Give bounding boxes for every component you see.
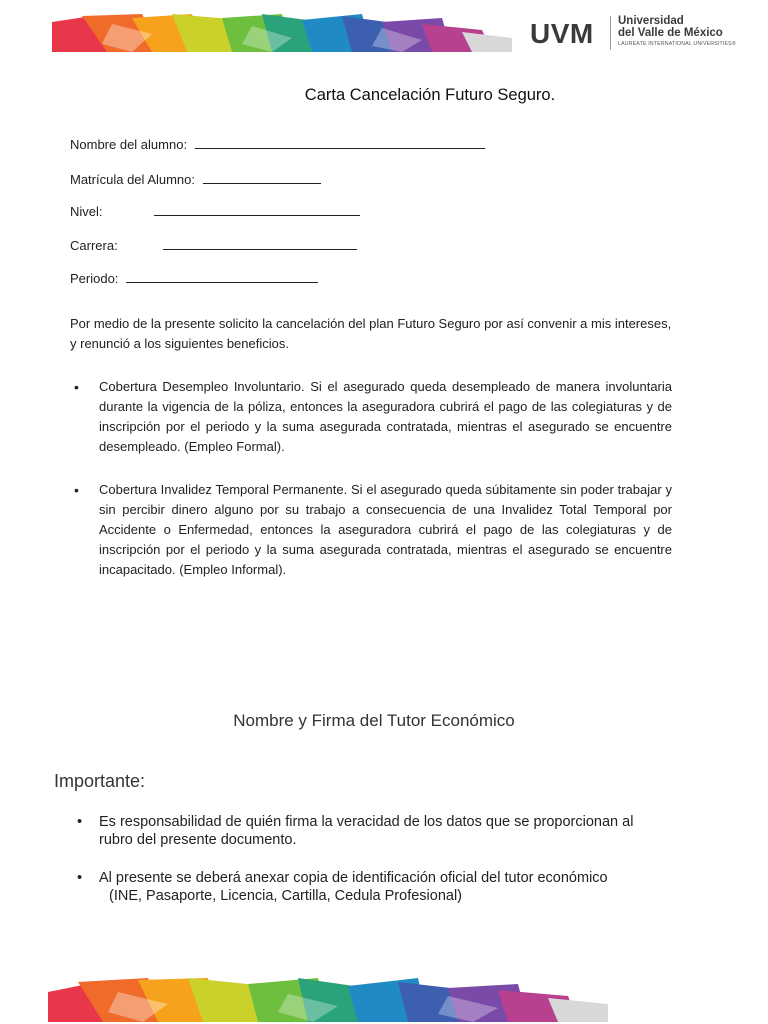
header-decorative-banner [52, 14, 512, 54]
student-name-line[interactable] [195, 136, 485, 149]
logo-mark: UVM [530, 18, 594, 49]
important-item-text: Es responsabilidad de quién firma la veracidad de los datos que se proporcionan al rubro del presente documento. [99, 814, 634, 848]
important-item [75, 813, 635, 849]
field-label: Matrícula del Alumno: [70, 172, 196, 187]
logo-university-line2: del Valle de México [618, 27, 723, 39]
important-item-text: Al presente se deberá anexar copia de identificación oficial del tutor económico [99, 870, 608, 886]
signature-label: Nombre y Firma del Tutor Económico [233, 711, 515, 730]
benefit-item: • Cobertura Invalidez Temporal Permanente. Si el asegurado queda súbitamente sin poder trabajar y sin percibir dinero alguno por su trabajo a consecuencia de una Invalidez Total Temporal por Accidente o Enfermedad, entonces la aseguradora cubrirá el pago de las colegiaturas y de inscripción por el periodo y la suma asegurada contratada, mientras el asegurado se encuentre incapacitado. (Empleo Informal). [70, 480, 672, 580]
field-label: Nombre del alumno: [70, 137, 188, 152]
uvm-logo [530, 12, 736, 52]
field-label: Periodo: [70, 271, 119, 286]
important-item [75, 869, 635, 905]
field-label: Nivel: [70, 204, 103, 219]
logo-tagline: LAUREATE INTERNATIONAL UNIVERSITIES® [618, 41, 736, 47]
important-list [75, 813, 635, 905]
benefits-list [70, 377, 672, 580]
field-career [70, 237, 357, 253]
important-heading: Importante: [54, 771, 146, 791]
period-line[interactable] [126, 270, 318, 283]
career-line[interactable] [163, 237, 357, 250]
logo-divider [610, 16, 611, 50]
field-student-name [70, 136, 485, 152]
logo-university-line1: Universidad [618, 15, 684, 27]
field-level [70, 203, 360, 219]
intro-paragraph: Por medio de la presente solicito la cancelación del plan Futuro Seguro por así convenir a mis intereses, y renunció a los siguientes beneficios. [70, 316, 672, 351]
student-id-line[interactable] [203, 171, 321, 184]
important-item-subtext: (INE, Pasaporte, Licencia, Cartilla, Cedula Profesional) [109, 888, 462, 904]
level-line[interactable] [154, 203, 360, 216]
footer-decorative-banner [48, 978, 608, 1022]
document-title: Carta Cancelación Futuro Seguro. [304, 86, 556, 104]
field-student-id [70, 171, 321, 187]
field-label: Carrera: [70, 238, 118, 253]
benefit-item: • Cobertura Desempleo Involuntario. Si el asegurado queda desempleado de manera involuntaria durante la vigencia de la póliza, entonces la aseguradora cubrirá el pago de las colegiaturas y de inscripción por el periodo y la suma asegurada contratada, mientras el asegurado se encuentre desempleado. (Empleo Formal). [70, 377, 672, 457]
field-period [70, 270, 318, 286]
